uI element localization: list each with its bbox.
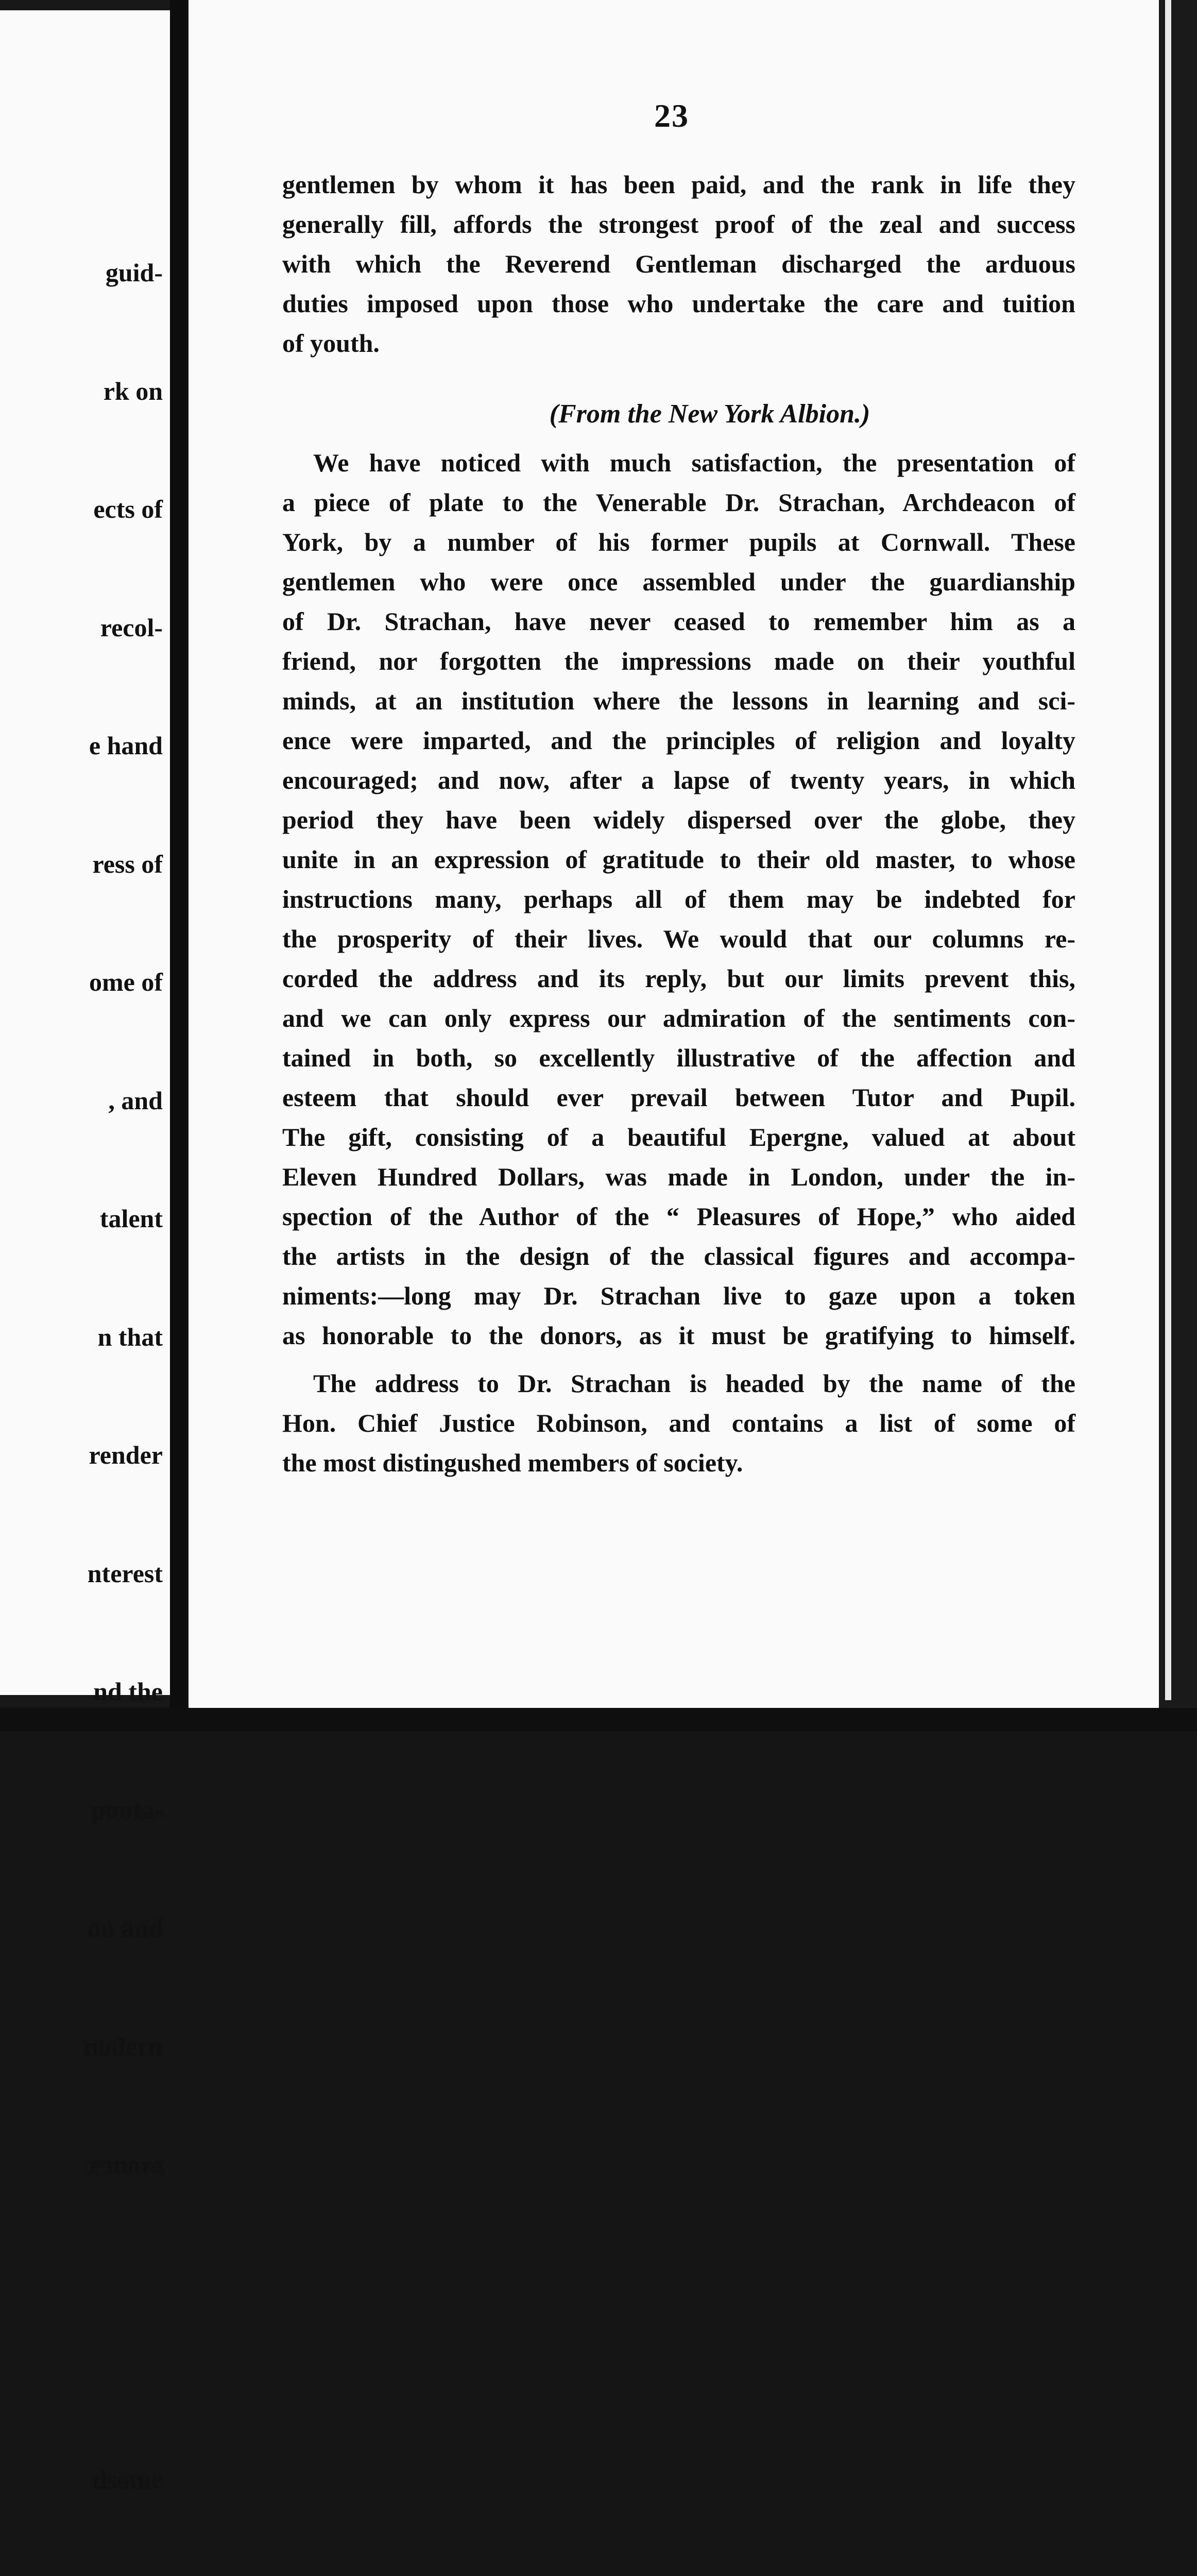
text-line: unite in an expression of gratitude to their old master, to whose — [282, 845, 1075, 874]
left-line: talent — [99, 1204, 163, 1233]
text-line: a piece of plate to the Venerable Dr. Strachan, Archdeacon of — [282, 488, 1075, 517]
left-line: e hand — [89, 731, 163, 760]
left-line: guid- — [105, 258, 163, 287]
text-line: duties imposed upon those who undertake the care and tuition — [282, 289, 1075, 318]
page-body — [282, 165, 1075, 1483]
text-line: The gift, consisting of a beautiful Epergne, valued at about — [282, 1123, 1075, 1151]
text-line: and we can only express our admiration of the sentiments con- — [282, 1004, 1075, 1032]
left-line: nd the — [93, 1677, 163, 1706]
left-line: recol- — [100, 613, 163, 642]
right-page-edge-strip — [1165, 0, 1171, 1700]
left-line: ponta- — [91, 1795, 163, 1824]
text-line: esteem that should ever prevail between Tutor and Pupil. — [282, 1083, 1075, 1112]
left-line: n that — [97, 1322, 163, 1351]
text-line: of youth. — [282, 329, 380, 358]
page-number: 23 — [654, 97, 689, 134]
text-line: friend, nor forgotten the impressions made on their youthful — [282, 647, 1075, 675]
text-line: encouraged; and now, after a lapse of twenty years, in which — [282, 766, 1075, 794]
left-line: ome of — [89, 968, 163, 996]
left-line: nterest — [87, 1558, 163, 1588]
left-page-blank-gap — [84, 2263, 163, 2381]
text-line: gentlemen who were once assembled under the guardianship — [282, 567, 1075, 596]
text-line: instructions many, perhaps all of them may be indebted for — [282, 885, 1075, 913]
source-heading: (From the New York Albion.) — [549, 399, 870, 429]
left-line: dsome — [92, 2465, 163, 2494]
left-line: on and — [88, 1913, 163, 1942]
text-line: the prosperity of their lives. We would that our columns re- — [282, 924, 1075, 953]
text-line: of Dr. Strachan, have never ceased to remember him as a — [282, 607, 1075, 636]
left-page-text — [84, 174, 163, 2576]
text-line: generally fill, affords the strongest proof of the zeal and success — [282, 210, 1075, 239]
text-line: the most distingushed members of society. — [282, 1448, 743, 1477]
left-line: r more — [89, 2150, 163, 2179]
text-line: minds, at an institution where the lessons in learning and sci- — [282, 686, 1075, 715]
text-line: The address to Dr. Strachan is headed by the name of the — [313, 1369, 1075, 1398]
text-line: Eleven Hundred Dollars, was made in London, under the in- — [282, 1162, 1075, 1191]
text-line: York, by a number of his former pupils at Cornwall. These — [282, 528, 1075, 556]
text-line: tained in both, so excellently illustrative of the affection and — [282, 1043, 1075, 1072]
bottom-scan-edge — [0, 1708, 1197, 1731]
left-line: , and — [108, 1086, 163, 1115]
text-line: spection of the Author of the “ Pleasures of Hope,” who aided — [282, 1202, 1075, 1231]
left-line: nodern — [84, 2031, 163, 2061]
text-line: niments:—long may Dr. Strachan live to gaze upon a token — [282, 1281, 1075, 1310]
left-line: ress of — [92, 849, 163, 878]
left-page-fragment — [0, 10, 170, 2494]
text-line: ence were imparted, and the principles of religion and loyalty — [282, 726, 1075, 755]
left-line: rk on — [103, 376, 163, 405]
paragraph-gap — [282, 1355, 1075, 1364]
left-line: ects of — [93, 495, 163, 523]
text-line: corded the address and its reply, but our limits prevent this, — [282, 964, 1075, 993]
text-line: We have noticed with much satisfaction, the presentation of — [313, 448, 1075, 477]
text-line: period they have been widely dispersed over the globe, they — [282, 805, 1075, 834]
text-line: with which the Reverend Gentleman discharged the arduous — [282, 249, 1075, 278]
text-line: the artists in the design of the classical figures and accompa- — [282, 1242, 1075, 1270]
left-line: render — [89, 1440, 163, 1469]
text-line: as honorable to the donors, as it must be gratifying to himself. — [282, 1321, 1075, 1350]
text-line: Hon. Chief Justice Robinson, and contains a list of some of — [282, 1409, 1075, 1437]
text-line: gentlemen by whom it has been paid, and the rank in life they — [282, 170, 1075, 199]
